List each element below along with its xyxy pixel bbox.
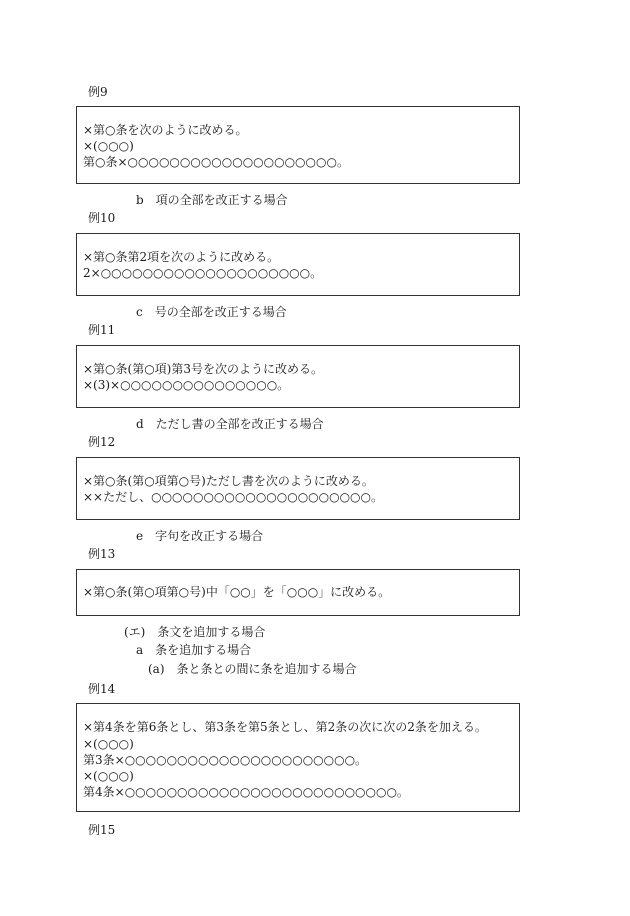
example-box	[76, 233, 520, 296]
example-box	[76, 569, 520, 616]
section-heading: c 号の全部を改正する場合	[136, 305, 287, 319]
section-heading: e 字句を改正する場合	[136, 529, 264, 543]
example-box	[76, 703, 520, 812]
example-label: 例15	[88, 823, 116, 837]
box-line: ×(○○○)	[83, 769, 134, 783]
example-label: 例10	[88, 211, 116, 225]
box-line: ×第○条(第○項)第3号を次のように改める。	[83, 362, 323, 376]
box-line: ×第○条(第○項第○号)中「○○」を「○○○」に改める。	[83, 585, 391, 599]
section-heading: (エ) 条文を追加する場合	[124, 625, 266, 639]
example-label: 例11	[88, 323, 116, 337]
example-label: 例12	[88, 435, 116, 449]
box-line: 第3条×○○○○○○○○○○○○○○○○○○○○○○。	[83, 753, 368, 767]
example-label: 例13	[88, 547, 116, 561]
box-line: ×第○条を次のように改める。	[83, 123, 248, 137]
example-box	[76, 457, 520, 520]
example-box	[76, 345, 520, 408]
section-heading: d ただし書の全部を改正する場合	[136, 417, 324, 431]
box-line: ××ただし、○○○○○○○○○○○○○○○○○○○○○。	[83, 490, 383, 504]
section-heading: (a) 条と条との間に条を追加する場合	[148, 662, 357, 676]
example-label: 例9	[88, 85, 108, 99]
box-line: ×(3)×○○○○○○○○○○○○○○○。	[83, 378, 290, 392]
box-line: ×第4条を第6条とし、第3条を第5条とし、第2条の次に次の2条を加える。	[83, 720, 487, 734]
example-label: 例14	[88, 682, 116, 696]
box-line: 2×○○○○○○○○○○○○○○○○○○○○。	[83, 266, 323, 280]
section-heading: b 項の全部を改正する場合	[136, 193, 288, 207]
box-line: ×第○条第2項を次のように改める。	[83, 250, 280, 264]
example-box	[76, 106, 520, 184]
box-line: ×(○○○)	[83, 737, 134, 751]
box-line: 第4条×○○○○○○○○○○○○○○○○○○○○○○○○○○。	[83, 785, 409, 799]
box-line: ×(○○○)	[83, 139, 134, 153]
section-heading: a 条を追加する場合	[136, 643, 252, 657]
box-line: 第○条×○○○○○○○○○○○○○○○○○○○○。	[83, 155, 349, 169]
box-line: ×第○条(第○項第○号)ただし書を次のように改める。	[83, 474, 374, 488]
